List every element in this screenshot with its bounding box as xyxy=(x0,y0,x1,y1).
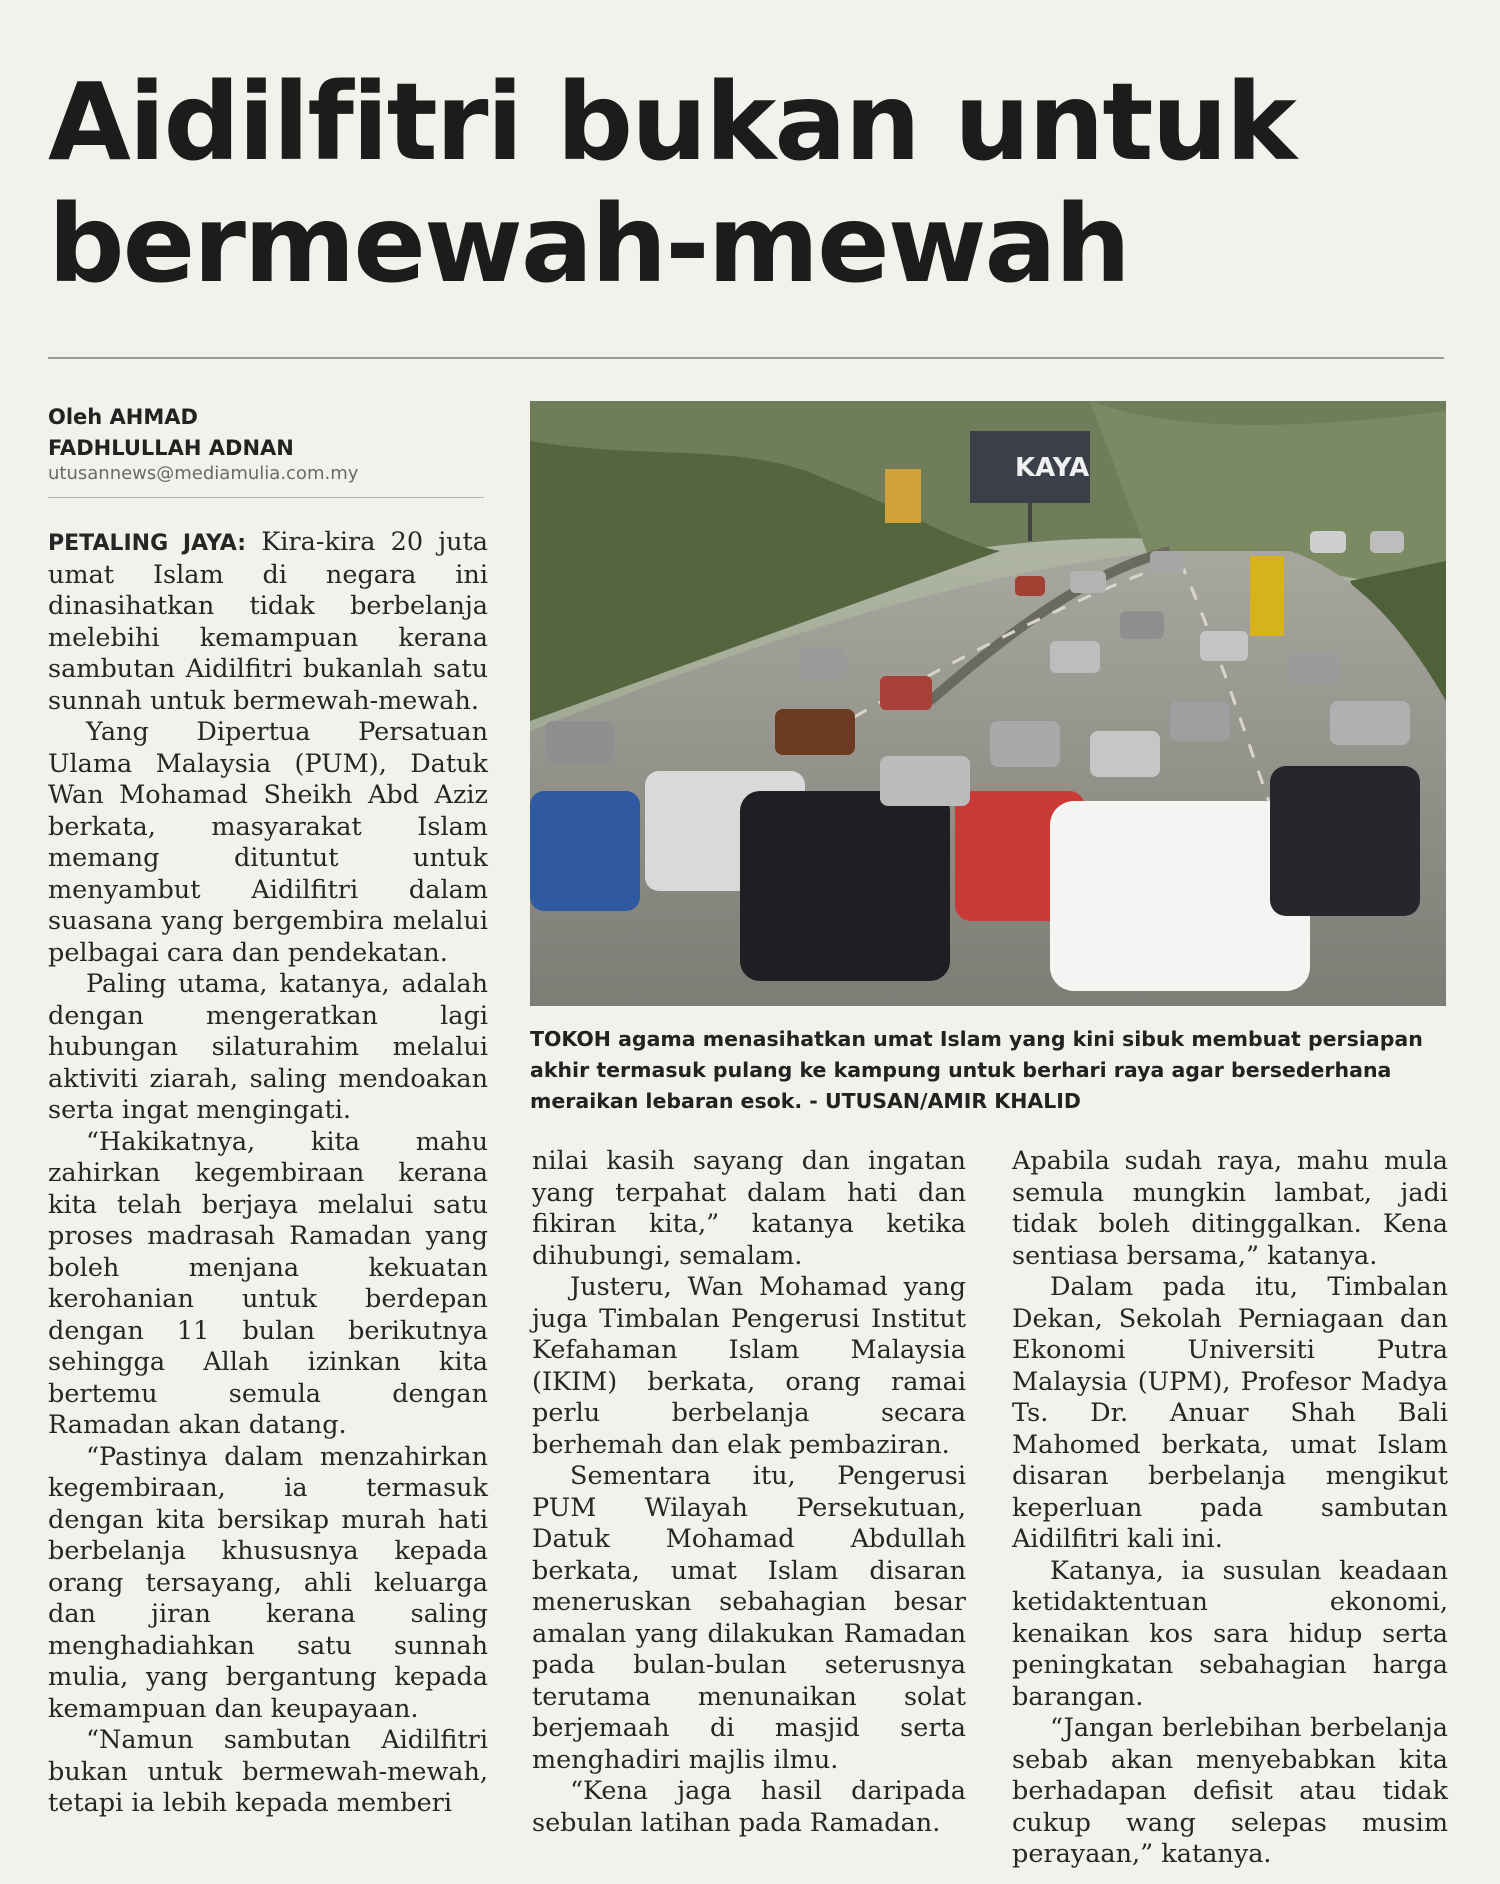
article-column-3 xyxy=(1012,1146,1448,1871)
car xyxy=(800,649,846,679)
photo-caption: TOKOH agama menasihatkan umat Islam yang kini sibuk membuat persiapan akhir termasuk pulang ke kampung untuk berhari raya agar bersederhana meraikan lebaran esok. - UTUSAN/AMIR KHALID xyxy=(530,1027,1423,1113)
headline-divider xyxy=(48,357,1444,359)
paragraph-1 xyxy=(48,527,488,717)
paragraph-9: Sementara itu, Pengerusi PUM Wilayah Persekutuan, Datuk Mohamad Abdullah berkata, umat Islam disaran meneruskan sebahagian besar amalan yang dilakukan Ramadan pada bulan-bulan seterusnya terutama menunaikan solat berjemaah di masjid serta menghadiri majlis ilmu. xyxy=(532,1461,966,1775)
car xyxy=(1370,531,1404,553)
paragraph-8: Justeru, Wan Mohamad yang juga Timbalan Pengerusi Institut Kefahaman Islam Malaysia (IKIM) berkata, orang ramai perlu berbelanja secara berhemah dan elak pembaziran. xyxy=(532,1272,966,1460)
byline-line-2: FADHLULLAH ADNAN xyxy=(48,436,294,460)
article-column-1 xyxy=(48,527,488,1820)
paragraph-1-text: Kira-kira 20 juta umat Islam di negara ini dinasihatkan tidak berbelanja melebihi kemampuan kerana sambutan Aidilfitri bukanlah satu sunnah untuk bermewah-mewah. xyxy=(48,527,488,716)
car xyxy=(775,709,855,755)
car xyxy=(1090,731,1160,777)
byline-line-1: Oleh AHMAD xyxy=(48,405,198,429)
car xyxy=(1015,576,1045,596)
car xyxy=(545,721,615,763)
paragraph-5: “Pastinya dalam menzahirkan kegembiraan, ia termasuk dengan kita bersikap murah hati berbelanja khususnya kepada orang tersayang, ahli keluarga dan jiran kerana saling menghadiahkan satu sunnah mulia, yang bergantung kepada kemampuan dan keupayaan. xyxy=(48,1441,488,1724)
byline-divider xyxy=(48,497,484,498)
car-black-suv xyxy=(1270,766,1420,916)
car xyxy=(1330,701,1410,745)
paragraph-2: Yang Dipertua Persatuan Ulama Malaysia (PUM), Datuk Wan Mohamad Sheikh Abd Aziz berkata, masyarakat Islam memang dituntut untuk menyambut Aidilfitri dalam suasana yang bergembira melalui pelbagai cara dan pendekatan. xyxy=(48,717,488,968)
paragraph-6: “Namun sambutan Aidilfitri bukan untuk bermewah-mewah, tetapi ia lebih kepada memberi xyxy=(48,1725,488,1818)
car xyxy=(1170,701,1230,741)
billboard-text: KAYA xyxy=(1015,453,1090,483)
paragraph-13: Katanya, ia susulan keadaan ketidaktentuan ekonomi, kenaikan kos sara hidup serta peningkatan sebahagian harga barangan. xyxy=(1012,1555,1448,1712)
car xyxy=(1290,651,1340,683)
yellow-bus xyxy=(1250,556,1284,636)
road-sign xyxy=(885,469,921,523)
car xyxy=(880,676,932,710)
dateline: PETALING JAYA: xyxy=(48,531,247,556)
car xyxy=(1200,631,1248,661)
car xyxy=(1120,611,1164,639)
car xyxy=(880,756,970,806)
car xyxy=(1070,571,1106,593)
article-column-2 xyxy=(532,1146,966,1839)
car xyxy=(1050,641,1100,673)
author-email: utusannews@mediamulia.com.my xyxy=(48,463,359,484)
car xyxy=(1310,531,1346,553)
paragraph-7: nilai kasih sayang dan ingatan yang terpahat dalam hati dan fikiran kita,” katanya ketika dihubungi, semalam. xyxy=(532,1146,966,1271)
paragraph-3: Paling utama, katanya, adalah dengan mengeratkan lagi hubungan silaturahim melalui aktiviti ziarah, saling mendoakan serta ingat mengingati. xyxy=(48,969,488,1125)
traffic-photo xyxy=(530,401,1446,1006)
paragraph-4: “Hakikatnya, kita mahu zahirkan kegembiraan kerana kita telah berjaya melalui satu proses madrasah Ramadan yang boleh menjana kekuatan kerohanian untuk berdepan dengan 11 bulan berikutnya sehingga Allah izinkan kita bertemu semula dengan Ramadan akan datang. xyxy=(48,1126,488,1440)
paragraph-12: Dalam pada itu, Timbalan Dekan, Sekolah Perniagaan dan Ekonomi Universiti Putra Malaysia (UPM), Profesor Madya Ts. Dr. Anuar Shah Bali Mahomed berkata, umat Islam disaran berbelanja mengikut keperluan pada sambutan Aidilfitri kali ini. xyxy=(1012,1272,1448,1554)
car-black xyxy=(740,791,950,981)
headline-line-1: Aidilfitri bukan untuk xyxy=(48,61,1295,185)
car xyxy=(990,721,1060,767)
headline xyxy=(48,62,1458,306)
headline-line-2: bermewah-mewah xyxy=(48,183,1129,307)
paragraph-11: Apabila sudah raya, mahu mula semula mungkin lambat, jadi tidak boleh ditinggalkan. Kena sentiasa bersama,” katanya. xyxy=(1012,1146,1448,1271)
paragraph-14: “Jangan berlebihan berbelanja sebab akan menyebabkan kita berhadapan defisit atau tidak cukup wang selepas musim perayaan,” katanya. xyxy=(1012,1713,1448,1869)
traffic-photo-illustration xyxy=(530,401,1446,1006)
car xyxy=(1150,551,1184,573)
paragraph-10: “Kena jaga hasil daripada sebulan latihan pada Ramadan. xyxy=(532,1776,966,1838)
byline xyxy=(48,402,488,464)
car-blue xyxy=(530,791,640,911)
